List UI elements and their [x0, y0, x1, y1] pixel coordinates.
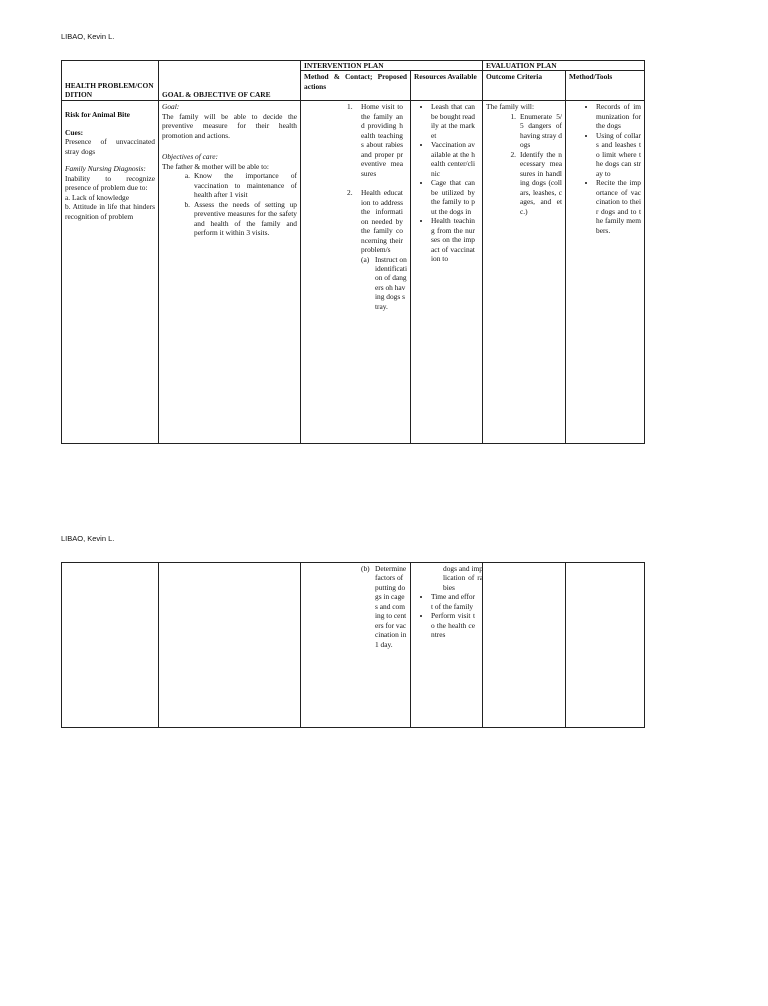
method-2a: (a) Instruct on identification of dangers oh having dogs stray.: [361, 254, 408, 311]
resources-cell-cont: [411, 563, 483, 728]
outcome-1: 1. Enumerate 5/5 dangers of having stray dogs: [510, 111, 562, 150]
method-2b: (b) Determine factors of putting dogs in cages and coming to centers for vaccination in 1 day.: [361, 564, 407, 649]
header-resources: Resources Available: [411, 71, 483, 101]
outcome-2: 2. Identify the necessary measures in handling dogs (collars, leashes, cages, and etc.): [510, 149, 562, 216]
objectives-intro: The father & mother will be able to:: [162, 161, 269, 171]
resources-cell: [411, 101, 483, 444]
method-tool-item: • Records of immunization for the dogs: [596, 102, 641, 130]
resources-list: [423, 102, 479, 263]
cues-label: Cues:: [65, 127, 84, 137]
resource-item: • Health teaching from the nurses on the impact of vaccination to: [431, 216, 475, 263]
method-tools-cell-cont: [566, 563, 645, 728]
diagnosis-label: Family Nursing Diagnosis:: [65, 164, 146, 174]
resource-continued: dogs and implication of rabies: [443, 564, 483, 592]
goal-text: The family will be able to decide the preventive measure for their health promotion and actions.: [162, 111, 297, 140]
method-cell-cont: [301, 563, 411, 728]
goal-cell-cont: [159, 563, 301, 728]
resource-item: • Time and effort of the family: [431, 592, 475, 611]
reason-b: b. Attitude in life that hinders recognition of problem: [65, 202, 155, 221]
author-header-page2: LIBAO, Kevin L.: [61, 534, 115, 543]
resource-item: • Vaccination available at the health center/clinic: [431, 140, 475, 178]
resource-item: • Perform visit to the health centres: [431, 611, 475, 639]
header-evaluation-plan: EVALUATION PLAN: [483, 61, 645, 71]
outcome-intro: The family will:: [486, 102, 535, 112]
author-header: LIBAO, Kevin L.: [61, 32, 115, 41]
health-problem-cell-cont: [62, 563, 159, 728]
outcome-cell-cont: [483, 563, 566, 728]
cues-text: Presence of unvaccinated stray dogs: [65, 137, 155, 156]
goal-cell: [159, 101, 301, 444]
reason-a: a. Lack of knowledge: [65, 192, 130, 202]
method-1: 1. Home visit to the family and providing health teachings about rabies and proper preventive measures: [347, 102, 403, 178]
method-2: 2. Health education to address the information needed by the family concerning their problem/s: [347, 188, 403, 255]
method-tools-list: [580, 102, 641, 235]
method-tool-item: • Using of collars and leashes to limit where the dogs can stray to: [596, 131, 641, 178]
family-care-plan-table: [61, 60, 645, 444]
diagnosis-text: Inability to recognize presence of problem due to:: [65, 173, 155, 193]
objectives-label: Objectives of care:: [162, 152, 218, 162]
header-goal: GOAL & OBJECTIVE OF CARE: [159, 61, 301, 101]
method-cell: [301, 101, 411, 444]
outcome-cell: [483, 101, 566, 444]
method-tool-item: • Recite the importance of vaccination to their dogs and to the family members.: [596, 178, 641, 235]
objective-b: b. Assess the needs of setting up preventive measures for the safety and health of the family and perform it within 3 visits.: [184, 199, 297, 238]
family-care-plan-table-continued: [61, 562, 645, 728]
header-outcome: Outcome Criteria: [483, 71, 566, 101]
header-method-tools: Method/Tools: [566, 71, 645, 101]
goal-label: Goal:: [162, 102, 180, 112]
resource-item: • Cage that can be utilized by the family to put the dogs in: [431, 178, 475, 216]
method-tools-cell: [566, 101, 645, 444]
header-intervention-plan: INTERVENTION PLAN: [301, 61, 483, 71]
resource-item: • Leash that can be bought readily at the market: [431, 102, 475, 140]
header-health-problem: HEALTH PROBLEM/CONDITION: [62, 61, 159, 101]
header-method: Method & Contact; Proposed actions: [301, 71, 411, 101]
objective-a: a. Know the importance of vaccination to maintenance of health after 1 visit: [184, 171, 297, 200]
resources-list-cont: [423, 592, 479, 639]
health-problem-cell: [62, 101, 159, 444]
problem-title: Risk for Animal Bite: [65, 110, 130, 120]
